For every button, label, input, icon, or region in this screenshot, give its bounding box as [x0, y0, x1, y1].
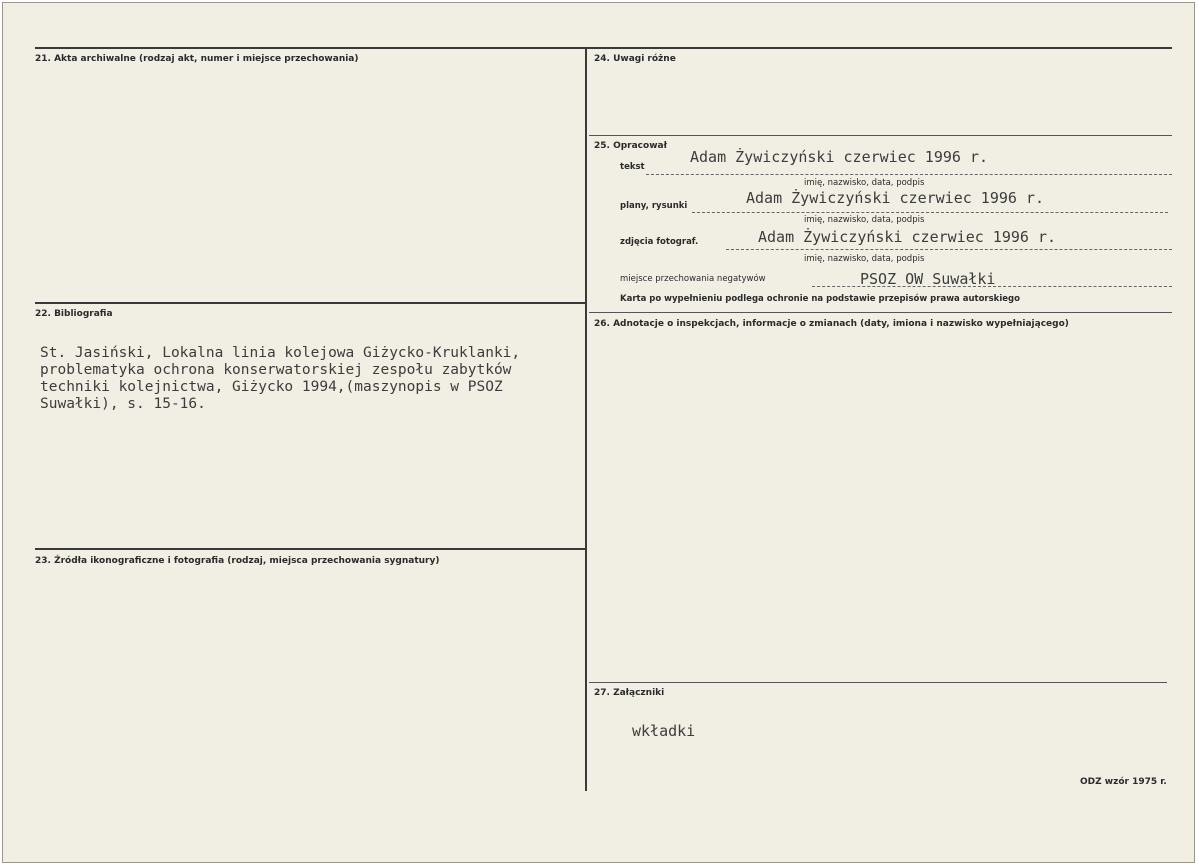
tekst-line [646, 174, 1172, 175]
attachments-value: wkładki [632, 722, 696, 740]
zdjecia-value: Adam Żywiczyński czerwiec 1996 r. [758, 228, 1057, 246]
section-27-label: 27. Załączniki [594, 688, 665, 698]
rule-above-27 [589, 682, 1167, 683]
zdjecia-label: zdjęcia fotograf. [620, 237, 699, 247]
plany-value: Adam Żywiczyński czerwiec 1996 r. [746, 189, 1045, 207]
zdjecia-line [726, 249, 1172, 250]
rule-below-25 [589, 312, 1172, 313]
plany-caption: imię, nazwisko, data, podpis [804, 215, 925, 225]
section-25-label: 25. Opracował [594, 141, 667, 151]
form-footer: ODZ wzór 1975 r. [1080, 777, 1167, 787]
negatywy-label: miejsce przechowania negatywów [620, 274, 766, 284]
tekst-caption: imię, nazwisko, data, podpis [804, 178, 925, 188]
top-rule [35, 47, 1172, 49]
bibliography-line: techniki kolejnictwa, Giżycko 1994,(maszynopis w PSOZ [40, 379, 503, 395]
section-23-label: 23. Źródła ikonograficzne i fotografia (rodzaj, miejsca przechowania sygnatury) [35, 556, 440, 566]
negatywy-value: PSOZ OW Suwałki [860, 270, 996, 288]
bibliography-line: Suwałki), s. 15-16. [40, 396, 206, 412]
section-21-label: 21. Akta archiwalne (rodzaj akt, numer i miejsce przechowania) [35, 54, 359, 64]
plany-line [692, 212, 1168, 213]
rule-above-25 [589, 135, 1172, 136]
record-card [2, 2, 1195, 863]
plany-label: plany, rysunki [620, 201, 688, 211]
section-24-label: 24. Uwagi różne [594, 54, 676, 64]
bibliography-line: St. Jasiński, Lokalna linia kolejowa Giżycko-Kruklanki, [40, 345, 521, 361]
rule-above-22 [35, 302, 585, 304]
rule-above-23 [35, 548, 585, 550]
copyright-note: Karta po wypełnieniu podlega ochronie na podstawie przepisów prawa autorskiego [620, 294, 1020, 304]
bibliography-text [40, 345, 580, 413]
section-22-label: 22. Bibliografia [35, 309, 113, 319]
tekst-value: Adam Żywiczyński czerwiec 1996 r. [690, 148, 989, 166]
zdjecia-caption: imię, nazwisko, data, podpis [804, 254, 925, 264]
tekst-label: tekst [620, 162, 645, 172]
center-divider [585, 47, 587, 791]
bibliography-line: problematyka ochrona konserwatorskiej zespołu zabytków [40, 362, 512, 378]
section-26-label: 26. Adnotacje o inspekcjach, informacje o zmianach (daty, imiona i nazwisko wypełniającego) [594, 319, 1069, 329]
